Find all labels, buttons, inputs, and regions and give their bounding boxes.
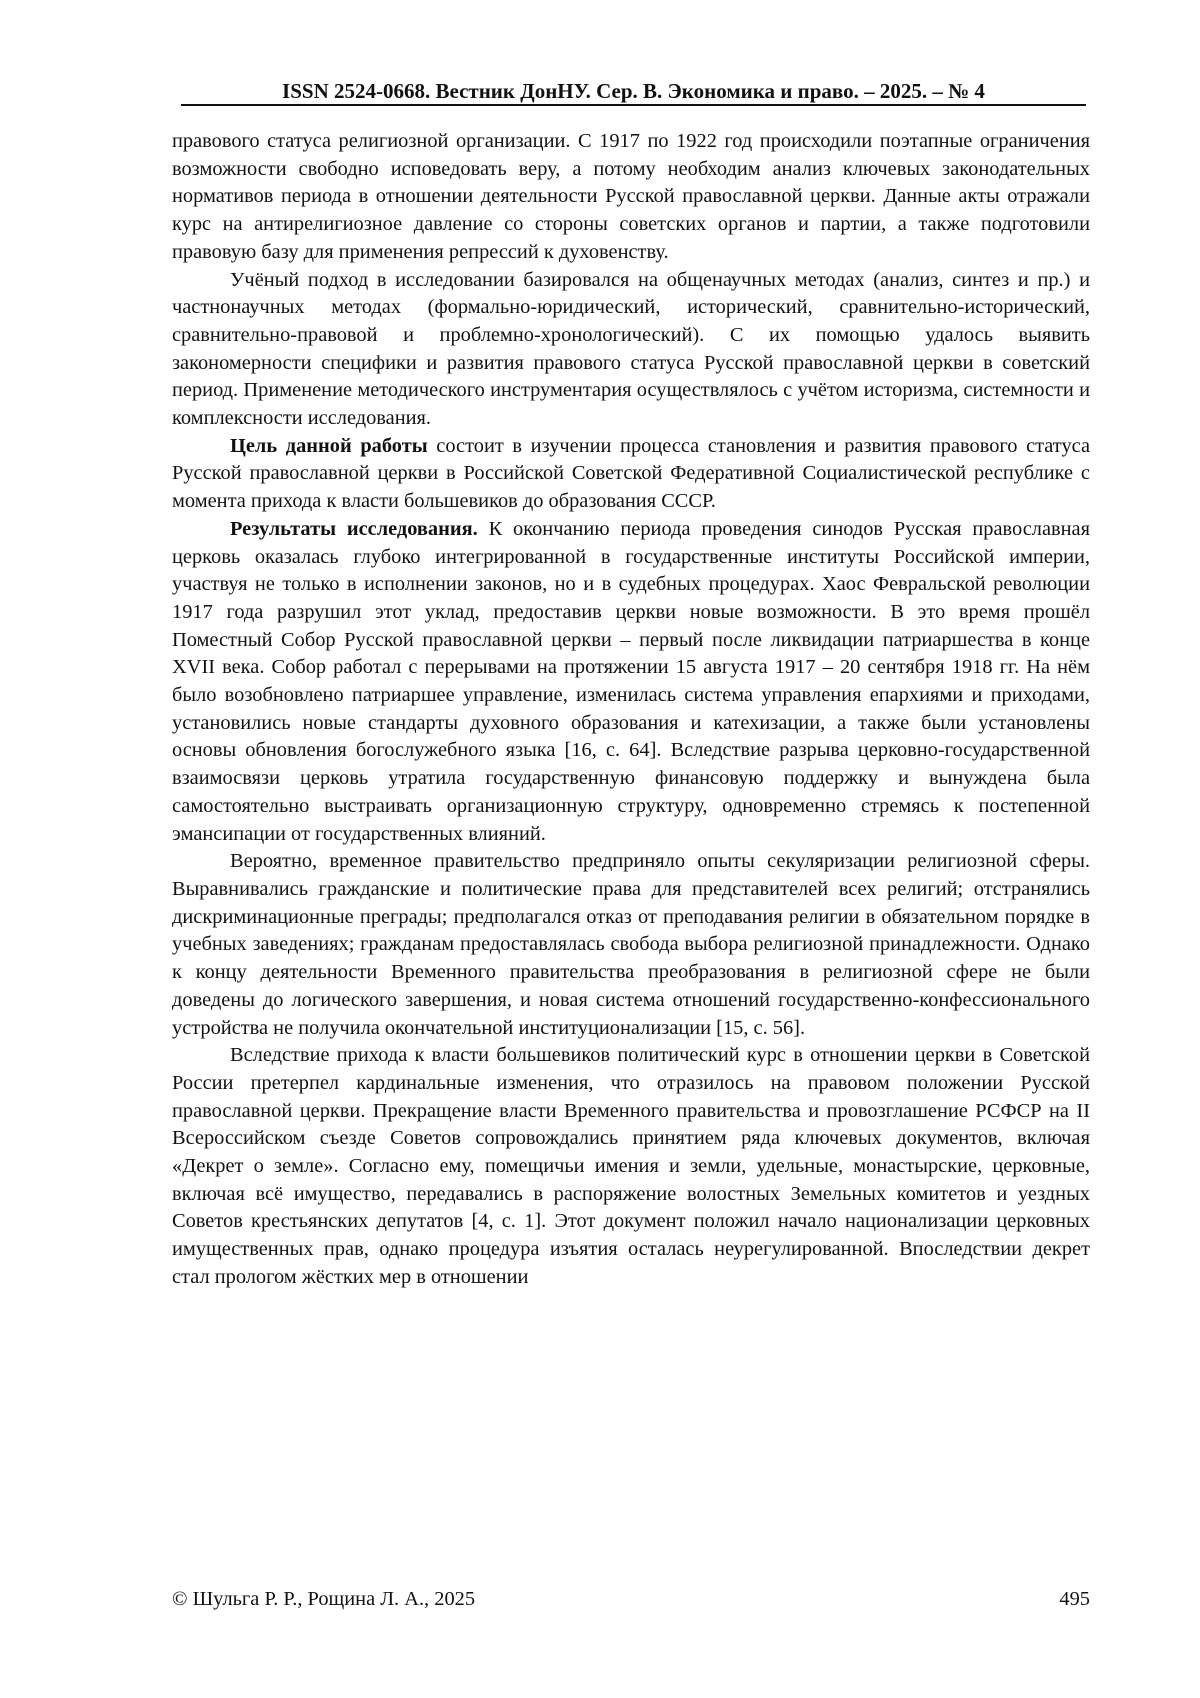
paragraph-goal — [172, 433, 1090, 516]
page-footer — [172, 1585, 1090, 1613]
paragraph-bolsheviks: Вследствие прихода к власти большевиков политический курс в отношении церкви в Советской России претерпел кардинальные изменения, что отразилось на правовом положении Русской православной церкви. Прекращение власти Временного правительства и провозглашение РСФСР на II Всероссийском съезде Советов сопровождались принятием ряда ключевых документов, включая «Декрет о земле». Согласно ему, помещичьи имения и земли, удельные, монастырские, церковные, включая всё имущество, передавались в распоряжение волостных Земельных комитетов и уездных Советов крестьянских депутатов [4, с. 1]. Этот документ положил начало национализации церковных имущественных прав, однако процедура изъятия осталась неурегулированной. Впоследствии декрет стал прологом жёстких мер в отношении — [172, 1044, 1090, 1288]
header-rule — [181, 104, 1086, 106]
page-number: 495 — [1059, 1588, 1090, 1610]
goal-lead: Цель данной работы — [230, 434, 428, 457]
paragraph-provisional-government: Вероятно, временное правительство предприняло опыты секуляризации религиозной сферы. Выравнивались гражданские и политические права для представителей всех религий; отстранялись дискриминационные преграды; предполагался отказ от преподавания религии в обязательном порядке в учебных заведениях; гражданам предоставлялась свобода выбора религиозной принадлежности. Однако к концу деятельности Временного правительства преобразования в религиозной сфере не были доведены до логического завершения, и новая система отношений государственно-конфессионального устройства не получила окончательной институционализации [15, с. 56]. — [172, 850, 1090, 1039]
results-lead: Результаты исследования. — [230, 517, 478, 540]
goal-text: состоит в изучении процесса становления и развития правового статуса Русской православной церкви в Российской Советской Федеративной Социалистической республике с момента прихода к власти большевиков до образования СССР. — [172, 434, 1090, 513]
copyright-note: © Шульга Р. Р., Рощина Л. А., 2025 — [172, 1588, 476, 1610]
paragraph-results — [172, 516, 1090, 848]
article-body — [172, 128, 1090, 1292]
results-text: К окончанию периода проведения синодов Русская православная церковь оказалась глубоко интегрированной в государственные институты Российской империи, участвуя не только в исполнении законов, но и в судебных процедурах. Хаос Февральской революции 1917 года разрушил этот уклад, предоставив церкви новые возможности. В это время прошёл Поместный Собор Русской православной церкви – первый после ликвидации патриаршества в конце XVII века. Собор работал с перерывами на протяжении 15 августа 1917 – 20 сентября 1918 гг. На нём было возобновлено патриаршее управление, изменилась система управления епархиями и приходами, установились новые стандарты духовного образования и катехизации, а также были установлены основы обновления богослужебного языка [16, с. 64]. Вследствие разрыва церковно-государственной взаимосвязи церковь утратила государственную финансовую поддержку и вынуждена была самостоятельно выстраивать организационную структуру, одновременно стремясь к постепенной эмансипации от государственных влияний. — [172, 517, 1090, 845]
paragraph-methods: Учёный подход в исследовании базировался на общенаучных методах (анализ, синтез и пр.) и частнонаучных методах (формально-юридический, исторический, сравнительно-исторический, сравнительно-правовой и проблемно-хронологический). С их помощью удалось выявить закономерности специфики и развития правового статуса Русской православной церкви в советский период. Применение методического инструментария осуществлялось с учётом историзма, системности и комплексности исследования. — [172, 268, 1090, 430]
running-header: ISSN 2524-0668. Вестник ДонНУ. Сер. В. Экономика и право. – 2025. – № 4 — [282, 79, 985, 103]
paragraph-continuation: правового статуса религиозной организации. С 1917 по 1922 год происходили поэтапные ограничения возможности свободно исповедовать веру, а потому необходим анализ ключевых законодательных нормативов периода в отношении деятельности Русской православной церкви. Данные акты отражали курс на антирелигиозное давление со стороны советских органов и партии, а также подготовили правовую базу для применения репрессий к духовенству. — [172, 130, 1090, 263]
